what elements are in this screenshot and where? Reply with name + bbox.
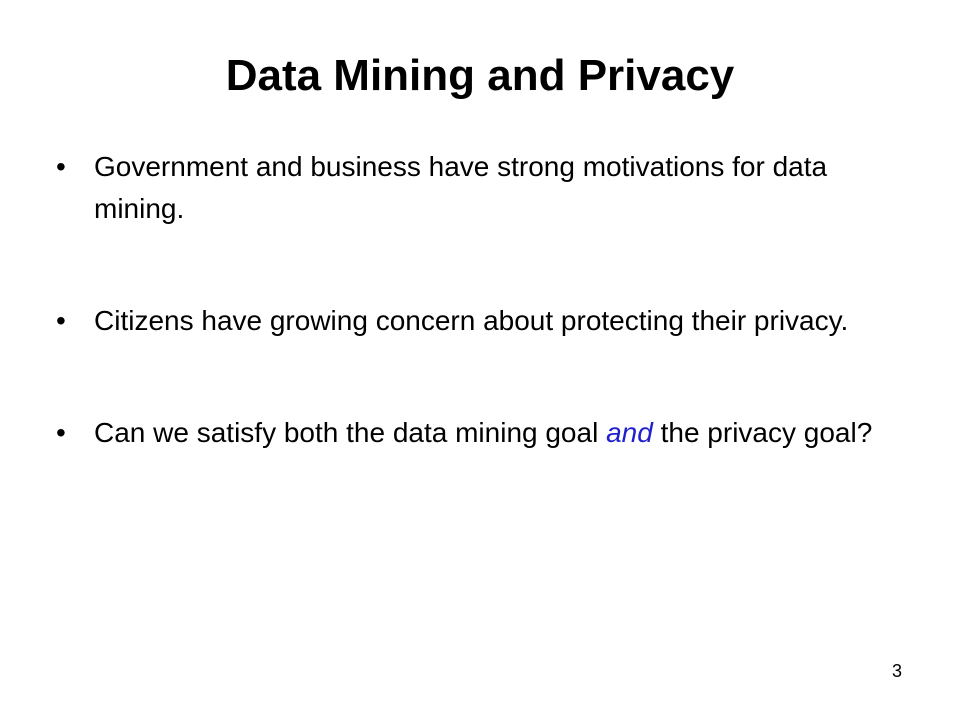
bullet-text-3-after: the privacy goal? bbox=[652, 417, 873, 448]
slide-title: Data Mining and Privacy bbox=[225, 51, 735, 100]
bullet-item-3 bbox=[56, 412, 916, 454]
bullet-text-3-before: Can we satisfy both the data mining goal bbox=[94, 417, 607, 448]
bullet-dot-icon: • bbox=[56, 151, 66, 182]
bullet-item-2 bbox=[56, 300, 916, 342]
bullet-list bbox=[56, 146, 916, 524]
bullet-dot-icon: • bbox=[56, 305, 66, 336]
bullet-dot-icon: • bbox=[56, 417, 66, 448]
bullet-item-1 bbox=[56, 146, 916, 230]
bullet-text-2: Citizens have growing concern about protecting their privacy. bbox=[94, 305, 849, 336]
page-number: 3 bbox=[891, 661, 902, 681]
bullet-text-1: Government and business have strong motivations for data mining. bbox=[94, 151, 828, 224]
bullet-emphasis-and: and bbox=[606, 417, 653, 448]
